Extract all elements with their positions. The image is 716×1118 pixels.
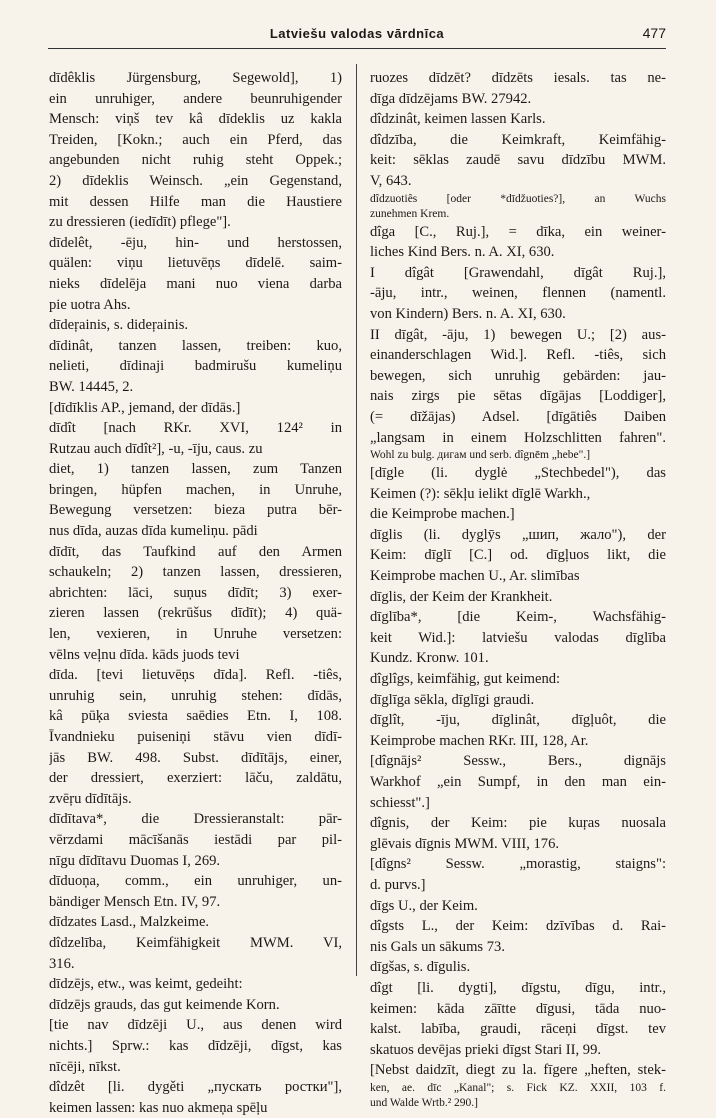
dictionary-line: dīgšas, s. dīgulis. — [370, 959, 471, 976]
dictionary-line: Keim: dīglī [C.] od. dīgļuos likt, die — [370, 547, 666, 564]
dictionary-line: keimen lassen: kas nuo akmeņa spēļu — [49, 1099, 268, 1116]
dictionary-line: dīdītava*, die Dressieranstalt: pār- — [49, 811, 342, 828]
dictionary-line: vēlns veļnu dīda. kāds juods tevi — [49, 646, 240, 663]
dictionary-line: dīdzējs grauds, das gut keimende Korn. — [49, 996, 280, 1013]
dictionary-line: schaukeln; 2) tanzen lassen, dressieren, — [49, 564, 342, 581]
page-number: 477 — [642, 25, 666, 41]
dictionary-line: [tie nav dīdzēji U., aus denen wird — [49, 1017, 342, 1034]
dictionary-line: zunehmen Krem. — [370, 207, 450, 220]
dictionary-line: nīgu dīdītavu Duomas I, 269. — [49, 852, 221, 869]
dictionary-line: Rutzau auch dīdît²], -u, -īju, caus. zu — [49, 440, 263, 457]
dictionary-line: zieren lassen (rekrūšus dīdīt); 4) quä- — [49, 605, 342, 622]
dictionary-line: dīda. [tevi lietuvēņs dīda]. Refl. -tiês, — [49, 667, 342, 684]
dictionary-line: liches Kind Bers. n. A. XI, 630. — [370, 244, 555, 261]
dictionary-line: zu dressieren (iedīdīt) pflege"]. — [49, 214, 231, 231]
dictionary-line: skatuos devējas prieki dīgst Stari II, 99. — [370, 1041, 602, 1058]
dictionary-line: ruozes dīdzēt? dīdzēts iesals. tas ne- — [370, 70, 666, 86]
dictionary-line: zvēŗu dīdītājs. — [49, 790, 132, 807]
dictionary-line: keit: sēklas zaudē savu dīdzību MWM. — [370, 152, 666, 169]
dictionary-line: vērzdami mācīšanās iestādi par pil- — [49, 831, 342, 848]
dictionary-title: Latviešu valodas vārdnīca — [269, 26, 445, 41]
dictionary-line: dīdzates Lasd., Malzkeime. — [49, 914, 210, 931]
dictionary-line: keit Wid.]: latviešu valodas dīglība — [370, 629, 666, 646]
dictionary-line: nichts.] Sprw.: kas dīdzēji, dīgst, kas — [49, 1037, 342, 1054]
dictionary-line: Warkhof „ein Sumpf, in den man ein- — [370, 774, 666, 790]
dictionary-line: 2) dīdeklis Weinsch. „ein Gegenstand, — [49, 172, 342, 189]
dictionary-line: dîgnis, der Keim: pie kuŗas nuosala — [370, 815, 666, 832]
dictionary-line: kâ pūķa sviesta saēdies Etn. I, 108. — [49, 708, 342, 725]
column-divider — [356, 64, 357, 976]
dictionary-line: dîgsts L., der Keim: dzīvības d. Rai- — [370, 918, 666, 935]
dictionary-line: Kundz. Kronw. 101. — [370, 650, 489, 667]
dictionary-line: ken, ae. dīc „Kanal"; s. Fick KZ. XXII, 103 f. — [370, 1081, 666, 1094]
dictionary-line: diet, 1) tanzen lassen, zum Tanzen — [49, 461, 342, 478]
dictionary-line: Wohl zu bulg. дигам und serb. dîgnēm „hebe".] — [370, 449, 591, 462]
dictionary-line: jās BW. 498. Subst. dīdītājs, einer, — [49, 749, 342, 766]
dictionary-line: einanderschlagen Wid.]. Refl. -tiês, sich — [370, 347, 666, 364]
dictionary-line: unruhig sein, unruhig stehen: dīdās, — [49, 687, 342, 704]
dictionary-line: dîdzība, die Keimkraft, Keimfähig- — [370, 131, 666, 148]
dictionary-line: II dīgât, -āju, 1) bewegen U.; [2) aus- — [370, 326, 666, 343]
dictionary-line: [dîgnājs² Sessw., Bers., dignājs — [370, 753, 666, 770]
dictionary-line: dīglis, der Keim der Krankheit. — [370, 588, 553, 605]
dictionary-line: 316. — [49, 955, 75, 972]
dictionary-line: dīdît [nach RKr. XVI, 124² in — [49, 420, 342, 437]
dictionary-line: dīglīga sēkla, dīglīgi graudi. — [370, 691, 535, 708]
dictionary-line: dīdelêt, -ēju, hin- und herstossen, — [49, 234, 342, 251]
dictionary-line: Keimprobe machen RKr. III, 128, Ar. — [370, 732, 589, 749]
dictionary-line: nīcēji, nīkst. — [49, 1058, 121, 1075]
dictionary-line: dîglîgs, keimfähig, gut keimend: — [370, 671, 561, 688]
dictionary-line: dīgs U., der Keim. — [370, 897, 478, 914]
dictionary-line: len, vexieren, in Unruhe versetzen: — [49, 626, 342, 643]
dictionary-line: -āju, intr., weinen, flennen (namentl. — [370, 285, 666, 302]
dictionary-line: Mensch: viņš tev kâ dīdeklis uz kakla — [49, 111, 342, 128]
dictionary-line: BW. 14445, 2. — [49, 378, 134, 395]
dictionary-line: dīdinât, tanzen lassen, treiben: kuo, — [49, 337, 342, 354]
dictionary-line: und Walde Wrtb.² 290.] — [370, 1096, 478, 1109]
dictionary-line: [dīgle (li. dyglė „Stechbedel"), das — [370, 465, 666, 482]
dictionary-line: der dressiert, exerziert: lāču, zaldātu, — [49, 770, 342, 787]
dictionary-line: nais zirgs pie sētas dīgājas [Loddiger], — [370, 388, 666, 405]
dictionary-line: nis Gals un sākums 73. — [370, 938, 505, 955]
dictionary-line: schiesst".] — [370, 794, 430, 811]
dictionary-line: Treiden, [Kokn.; auch ein Pferd, das — [49, 131, 342, 148]
dictionary-line: dîgt [li. dygti], dīgstu, dīgu, intr., — [370, 979, 666, 996]
dictionary-line: nelieti, dīdinaji badmirušu kumeliņu — [49, 358, 342, 375]
dictionary-line: dîdzinât, keimen lassen Karls. — [370, 111, 546, 128]
dictionary-line: dīga dīdzējams BW. 27942. — [370, 90, 532, 107]
dictionary-line: nieks dīdelēja mani nuo viena darba — [49, 275, 342, 292]
page-header — [48, 22, 666, 49]
dictionary-line: glēvais dīgnis MWM. VIII, 176. — [370, 835, 560, 852]
dictionary-line: dîdzuotiês [oder *dīdžuoties?], an Wuchs — [370, 192, 666, 205]
dictionary-line: dîga [C., Ruj.], = dīka, ein weiner- — [370, 223, 666, 240]
dictionary-line: mit dessen Hilfe man die Haustiere — [49, 193, 342, 210]
dictionary-line: kalst. labība, graudi, rāceņi dīgst. tev — [370, 1021, 666, 1038]
dictionary-line: Keimprobe machen U., Ar. slimības — [370, 568, 580, 585]
dictionary-line: keimen: kāda zāītte dīgusi, tāda nuo- — [370, 1000, 666, 1017]
dictionary-line: I dîgât [Grawendahl, dīgât Ruj.], — [370, 264, 666, 281]
dictionary-line: dīdīt, das Taufkind auf den Armen — [49, 543, 342, 560]
dictionary-line: abrichten: lāci, suņus dīdīt; 3) exer- — [49, 584, 342, 601]
dictionary-line: „langsam in einem Holzschlitten fahren". — [370, 429, 666, 446]
dictionary-line: dīglît, -īju, dīglinât, dīgļuôt, die — [370, 712, 666, 729]
dictionary-line: [dîgns² Sessw. „morastig, staigns": — [370, 856, 666, 873]
dictionary-line: ein unruhiger, andere beunruhigender — [49, 90, 342, 107]
dictionary-line: bewegen, sich unruhig gebärden: jau- — [370, 367, 666, 384]
dictionary-line: nus dīda, auzas dīda kumeliņu. pādi — [49, 523, 258, 540]
dictionary-line: quälen: viņu lietuvēņs dīdelē. saim- — [49, 255, 342, 272]
dictionary-line: Keimen (?): sēkļu ielikt dīglē Warkh., — [370, 485, 591, 502]
dictionary-line: dîdzelība, Keimfähigkeit MWM. VI, — [49, 934, 342, 951]
dictionary-line: bringen, hüpfen machen, in Unruhe, — [49, 481, 342, 498]
dictionary-line: dīdeŗainis, s. dideŗainis. — [49, 317, 189, 334]
dictionary-line: dîdzêt [li. dygěti „пускать ростки"], — [49, 1079, 342, 1096]
dictionary-line: [dīdīklis AP., jemand, der dīdās.] — [49, 399, 241, 416]
dictionary-line: die Keimprobe machen.] — [370, 506, 515, 523]
dictionary-line: dīglis (li. dyglȳs „шип, жало"), der — [370, 526, 666, 543]
dictionary-line: V, 643. — [370, 172, 412, 189]
right-column — [370, 68, 666, 1111]
dictionary-line: dīglība*, [die Keim-, Wachsfähig- — [370, 609, 666, 626]
dictionary-line: angebunden nicht ruhig steht Oppek.; — [49, 152, 342, 169]
dictionary-line: Bewegung versetzen: bieza putra bēr- — [49, 502, 342, 519]
dictionary-line: (= dīžājas) Adsel. [dīgātiês Daiben — [370, 408, 666, 425]
dictionary-line: dīdzējs, etw., was keimt, gedeiht: — [49, 976, 243, 993]
dictionary-line: dīdêklis Jürgensburg, Segewold], 1) — [49, 70, 342, 86]
dictionary-line: bändiger Mensch Etn. IV, 97. — [49, 893, 221, 910]
dictionary-line: pie uotra Ahs. — [49, 296, 131, 313]
dictionary-line: [Nebst daidzīt, diegt zu la. fīgere „heften, stek- — [370, 1062, 666, 1079]
left-column — [49, 68, 342, 1118]
dictionary-line: Īvandnieku puiseniņi stāvu vien dīdī- — [49, 729, 342, 745]
dictionary-line: d. purvs.] — [370, 876, 426, 893]
dictionary-line: dīduoņa, comm., ein unruhiger, un- — [49, 873, 342, 890]
dictionary-line: von Kindern) Bers. n. A. XI, 630. — [370, 305, 566, 322]
